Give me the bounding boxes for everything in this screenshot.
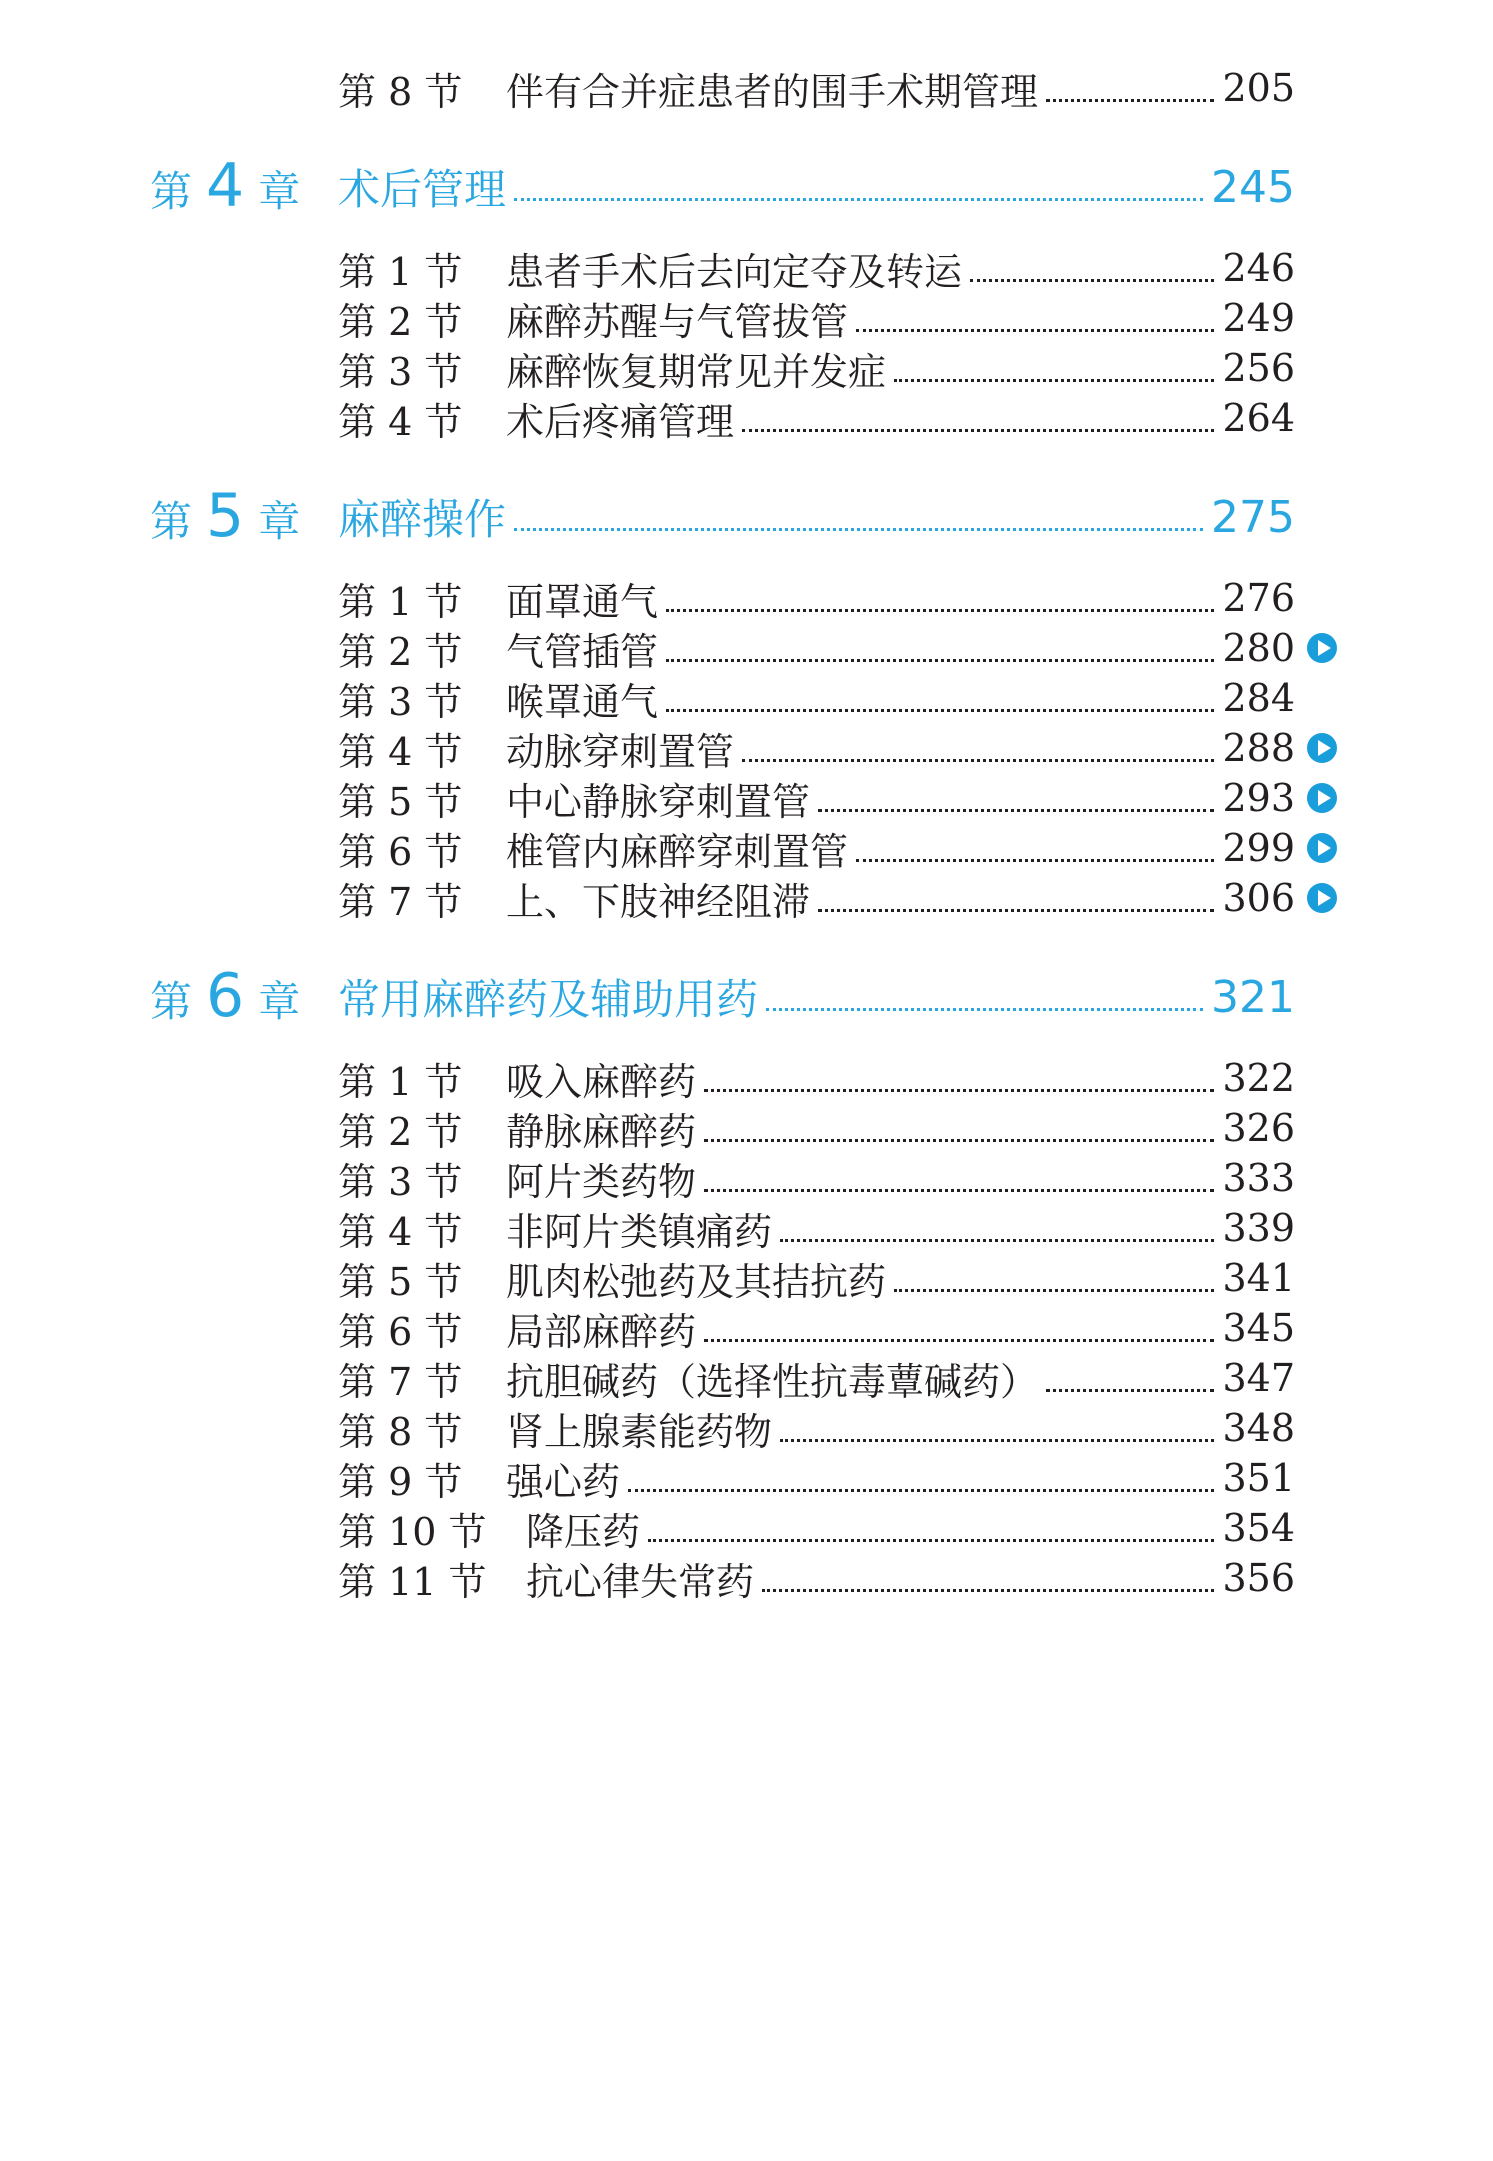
section-number: 第 3 节 (338, 349, 463, 394)
chapter-number (150, 960, 338, 1031)
page-number: 249 (1222, 296, 1295, 340)
chapter-suffix: 章 (258, 166, 301, 216)
dot-leader (818, 809, 1214, 812)
play-video-icon[interactable] (1307, 733, 1337, 763)
page-number: 356 (1222, 1556, 1295, 1600)
dot-leader (666, 709, 1214, 712)
section-number: 第 10 节 (338, 1509, 487, 1554)
chapter-prefix: 第 (150, 166, 193, 216)
section-number: 第 11 节 (338, 1559, 487, 1604)
dot-leader (704, 1189, 1214, 1192)
section-title: 抗心律失常药 (526, 1559, 755, 1604)
section-number: 第 1 节 (338, 1059, 463, 1104)
section-number: 第 5 节 (338, 779, 463, 824)
section-number: 第 2 节 (338, 629, 463, 674)
page-number: 345 (1222, 1306, 1295, 1350)
section-number: 第 9 节 (338, 1459, 463, 1504)
section-number: 第 2 节 (338, 299, 463, 344)
dot-leader (766, 1008, 1203, 1011)
section-number: 第 3 节 (338, 679, 463, 724)
section-number: 第 2 节 (338, 1109, 463, 1154)
section-title: 上、下肢神经阻滞 (506, 879, 811, 924)
section-number: 第 6 节 (338, 829, 463, 874)
section-title: 抗胆碱药（选择性抗毒蕈碱药） (506, 1359, 1039, 1404)
section-title: 非阿片类镇痛药 (506, 1209, 773, 1254)
dot-leader (742, 759, 1214, 762)
chapter-prefix: 第 (150, 976, 193, 1026)
page-number: 322 (1222, 1056, 1295, 1100)
section-title: 动脉穿刺置管 (506, 729, 735, 774)
section-title: 肌肉松弛药及其拮抗药 (506, 1259, 887, 1304)
page-number: 348 (1222, 1406, 1295, 1450)
dot-leader (856, 859, 1214, 862)
page-number: 354 (1222, 1506, 1295, 1550)
section-title: 喉罩通气 (506, 679, 659, 724)
dot-leader (648, 1539, 1214, 1542)
page-number: 264 (1222, 396, 1295, 440)
dot-leader (704, 1089, 1214, 1092)
toc-section-entry[interactable] (338, 388, 1295, 448)
toc-chapter-entry[interactable] (150, 482, 1295, 552)
dot-leader (856, 329, 1214, 332)
page-number: 321 (1211, 971, 1295, 1023)
chapter-number (150, 150, 338, 221)
section-number: 第 8 节 (338, 1409, 463, 1454)
dot-leader (704, 1139, 1214, 1142)
page-number: 333 (1222, 1156, 1295, 1200)
chapter-suffix: 章 (258, 496, 301, 546)
section-title: 阿片类药物 (506, 1159, 697, 1204)
chapter-title: 常用麻醉药及辅助用药 (338, 975, 759, 1024)
section-title: 强心药 (506, 1459, 621, 1504)
play-video-icon[interactable] (1307, 783, 1337, 813)
play-video-icon[interactable] (1307, 633, 1337, 663)
toc-section-entry[interactable] (338, 1548, 1295, 1608)
page-number: 339 (1222, 1206, 1295, 1250)
section-title: 面罩通气 (506, 579, 659, 624)
play-video-icon[interactable] (1307, 883, 1337, 913)
page-number: 293 (1222, 776, 1295, 820)
toc-chapter-entry[interactable] (150, 962, 1295, 1032)
section-title: 患者手术后去向定夺及转运 (506, 249, 963, 294)
dot-leader (780, 1439, 1214, 1442)
page-number: 288 (1222, 726, 1295, 770)
dot-leader (514, 528, 1203, 531)
section-title: 伴有合并症患者的围手术期管理 (506, 69, 1039, 114)
chapter-digit: 5 (206, 480, 245, 551)
dot-leader (1046, 1389, 1214, 1392)
section-title: 椎管内麻醉穿刺置管 (506, 829, 849, 874)
dot-leader (514, 198, 1203, 201)
dot-leader (1046, 99, 1214, 102)
section-number: 第 1 节 (338, 579, 463, 624)
dot-leader (666, 609, 1214, 612)
dot-leader (894, 379, 1214, 382)
toc-chapter-entry[interactable] (150, 152, 1295, 222)
page-number: 284 (1222, 676, 1295, 720)
dot-leader (628, 1489, 1214, 1492)
dot-leader (704, 1339, 1214, 1342)
section-title: 静脉麻醉药 (506, 1109, 697, 1154)
page-number: 351 (1222, 1456, 1295, 1500)
chapter-digit: 4 (206, 150, 245, 221)
section-title: 吸入麻醉药 (506, 1059, 697, 1104)
chapter-title: 术后管理 (338, 165, 507, 214)
section-title: 术后疼痛管理 (506, 399, 735, 444)
chapter-prefix: 第 (150, 496, 193, 546)
section-title: 气管插管 (506, 629, 659, 674)
section-title: 局部麻醉药 (506, 1309, 697, 1354)
section-title: 肾上腺素能药物 (506, 1409, 773, 1454)
section-title: 麻醉恢复期常见并发症 (506, 349, 887, 394)
page-number: 275 (1211, 491, 1295, 543)
page-number: 245 (1211, 161, 1295, 213)
section-number: 第 7 节 (338, 1359, 463, 1404)
dot-leader (666, 659, 1214, 662)
chapter-suffix: 章 (258, 976, 301, 1026)
page-number: 276 (1222, 576, 1295, 620)
section-number: 第 6 节 (338, 1309, 463, 1354)
page-number: 299 (1222, 826, 1295, 870)
play-video-icon[interactable] (1307, 833, 1337, 863)
section-number: 第 3 节 (338, 1159, 463, 1204)
toc-section-entry[interactable] (338, 58, 1295, 118)
toc-section-entry[interactable] (338, 868, 1295, 928)
section-title: 中心静脉穿刺置管 (506, 779, 811, 824)
section-title: 麻醉苏醒与气管拔管 (506, 299, 849, 344)
dot-leader (818, 909, 1214, 912)
page-number: 306 (1222, 876, 1295, 920)
page-number: 326 (1222, 1106, 1295, 1150)
page-number: 347 (1222, 1356, 1295, 1400)
chapter-title: 麻醉操作 (338, 495, 507, 544)
section-number: 第 4 节 (338, 729, 463, 774)
page-number: 256 (1222, 346, 1295, 390)
chapter-number (150, 480, 338, 551)
section-number: 第 8 节 (338, 69, 463, 114)
page-number: 205 (1222, 66, 1295, 110)
page-number: 341 (1222, 1256, 1295, 1300)
page-number: 280 (1222, 626, 1295, 670)
dot-leader (970, 279, 1214, 282)
dot-leader (762, 1589, 1214, 1592)
chapter-digit: 6 (206, 960, 245, 1031)
dot-leader (742, 429, 1214, 432)
section-number: 第 5 节 (338, 1259, 463, 1304)
section-number: 第 1 节 (338, 249, 463, 294)
dot-leader (780, 1239, 1214, 1242)
section-title: 降压药 (526, 1509, 641, 1554)
section-number: 第 4 节 (338, 399, 463, 444)
section-number: 第 7 节 (338, 879, 463, 924)
section-number: 第 4 节 (338, 1209, 463, 1254)
dot-leader (894, 1289, 1214, 1292)
page-number: 246 (1222, 246, 1295, 290)
